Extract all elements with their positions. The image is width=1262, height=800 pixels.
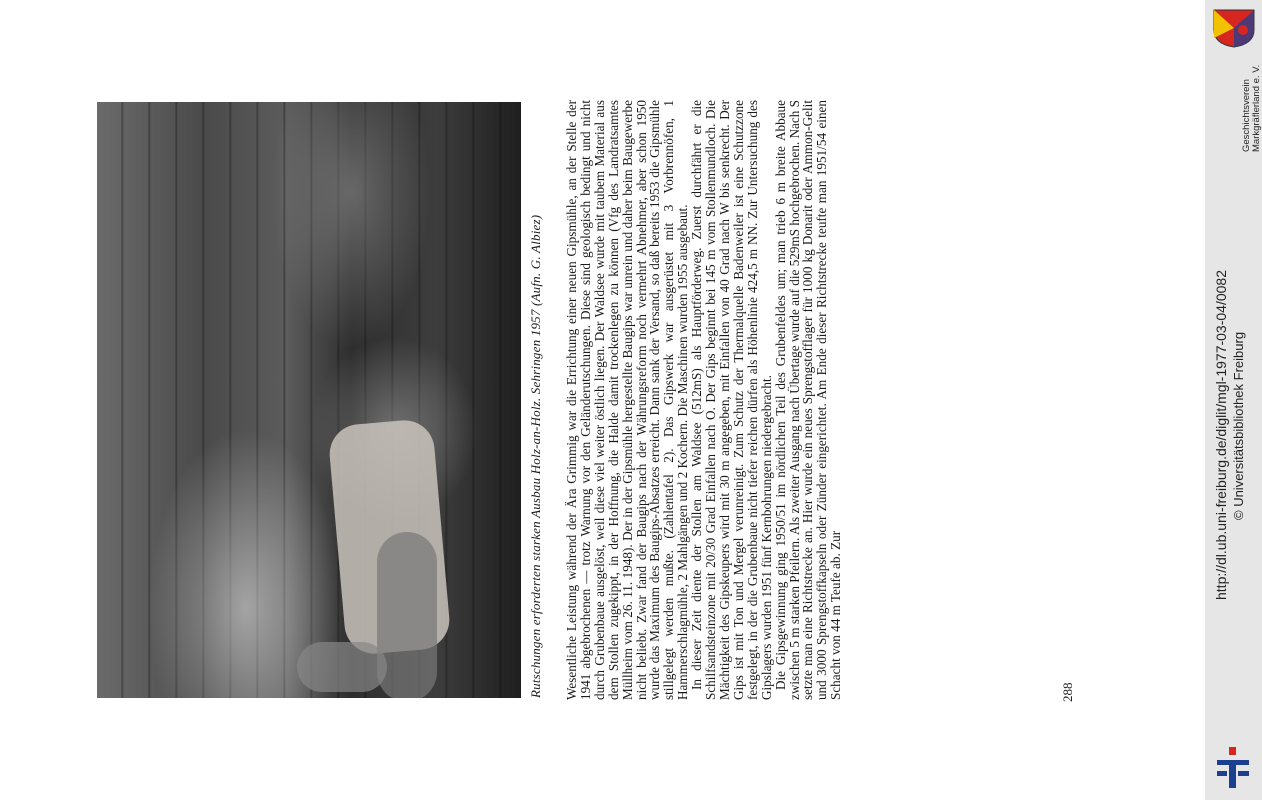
- university-library-logo-icon: [1215, 745, 1251, 791]
- paragraph: Die Gipsgewinnung ging 1950/51 im nördlichen Teil des Grubenfeldes um; man trieb 6 m breite Abbaue zwischen 5 m starken Pfeilern. Als zweiter Ausgang nach Übertage wurde auf die 529mS hochgebrochen. Nach S setzte man eine Richtstrecke an. Hier wurde ein neues Sprengstofflager für 1000 kg Donarit oder Ammon-Gelit und 3000 Sprengstoffkapseln oder Zünder eingerichtet. Am Ende dieser Richtstrecke teufte man 1951/54 einen Schacht von 44 m Teufe ab. Zur: [772, 100, 844, 700]
- paragraph: In dieser Zeit diente der Stollen am Waldsee (512mS) als Hauptförderweg. Zuerst durchfährt er die Schilfsandsteinzone mit 20/30 Grad Einfallen nach O. Der Gips beginnt bei 145 m vom Stollenmundloch. Die Mächtigkeit des Gipskeupers wird mit 30 m angegeben, mit Einfallen von 40 Grad nach W bis senkrecht. Der Gips ist mit Ton und Mergel verunreinigt. Zum Schutz der Thermalquelle Badenweiler ist eine Schutzzone festgelegt, in der die Grubenbaue nicht tiefer reichen dürfen als Höhenlinie 424,5 m NN. Zur Untersuchung des Gipslagers wurden 1951 fünf Kernbohrungen niedergebracht.: [689, 100, 774, 700]
- copyright-text: © Universitätsbibliothek Freiburg: [1231, 331, 1246, 520]
- body-text: [565, 100, 1035, 700]
- crest-icon: [1212, 8, 1256, 48]
- page-number: 288: [1060, 682, 1075, 702]
- photo-caption: Rutschungen erforderten starken Ausbau Holz-an-Holz. Sehringen 1957 (Aufn. G. Albiez): [528, 214, 543, 698]
- paragraph: Wesentliche Leistung während der Ära Grimmig war die Errichtung einer neuen Gipsmühle, an der Stelle der 1941 abgebrochenen — trotz Warnung vor den Geländerutschungen. Diese sind geologisch bedingt und nicht durch Grubenbaue ausgelöst, weil diese viel weiter östlich liegen. Der Waldsee wurde mit taubem Material aus dem Stollen zugekippt, in der Hoffnung, die Halde damit trockenlegen zu können (Vfg des Landratsamtes Müllheim vom 26. 11. 1948). Der in der Gipsmühle hergestellte Baugips war unrein und daher beim Baugewerbe nicht beliebt. Zwar fand der Baugips nach der Währungsreform noch vermehrt Abnehmer, aber schon 1950 wurde das Maximum des Baugips-Absatzes erreicht. Dann sank der Versand, so daß bereits 1953 die Gipsmühle stillgelegt werden mußte. (Zahlentafel 2). Das Gipswerk war ausgerüstet mit 3 Vorbrennöfen, 1 Hammerschlagmühle, 2 Mahlgängen und 2 Kochern. Die Maschinen wurden 1955 ausgebaut.: [564, 100, 691, 700]
- mine-photo: [97, 102, 521, 698]
- society-name-line1: Geschichtsverein: [1241, 79, 1252, 152]
- society-name-line2: Markgräflerland e. V.: [1251, 64, 1262, 152]
- sidebar: [1205, 0, 1262, 800]
- document-url-link[interactable]: http://dl.ub.uni-freiburg.de/diglit/mgl-1977-03-04/0082: [1213, 270, 1229, 600]
